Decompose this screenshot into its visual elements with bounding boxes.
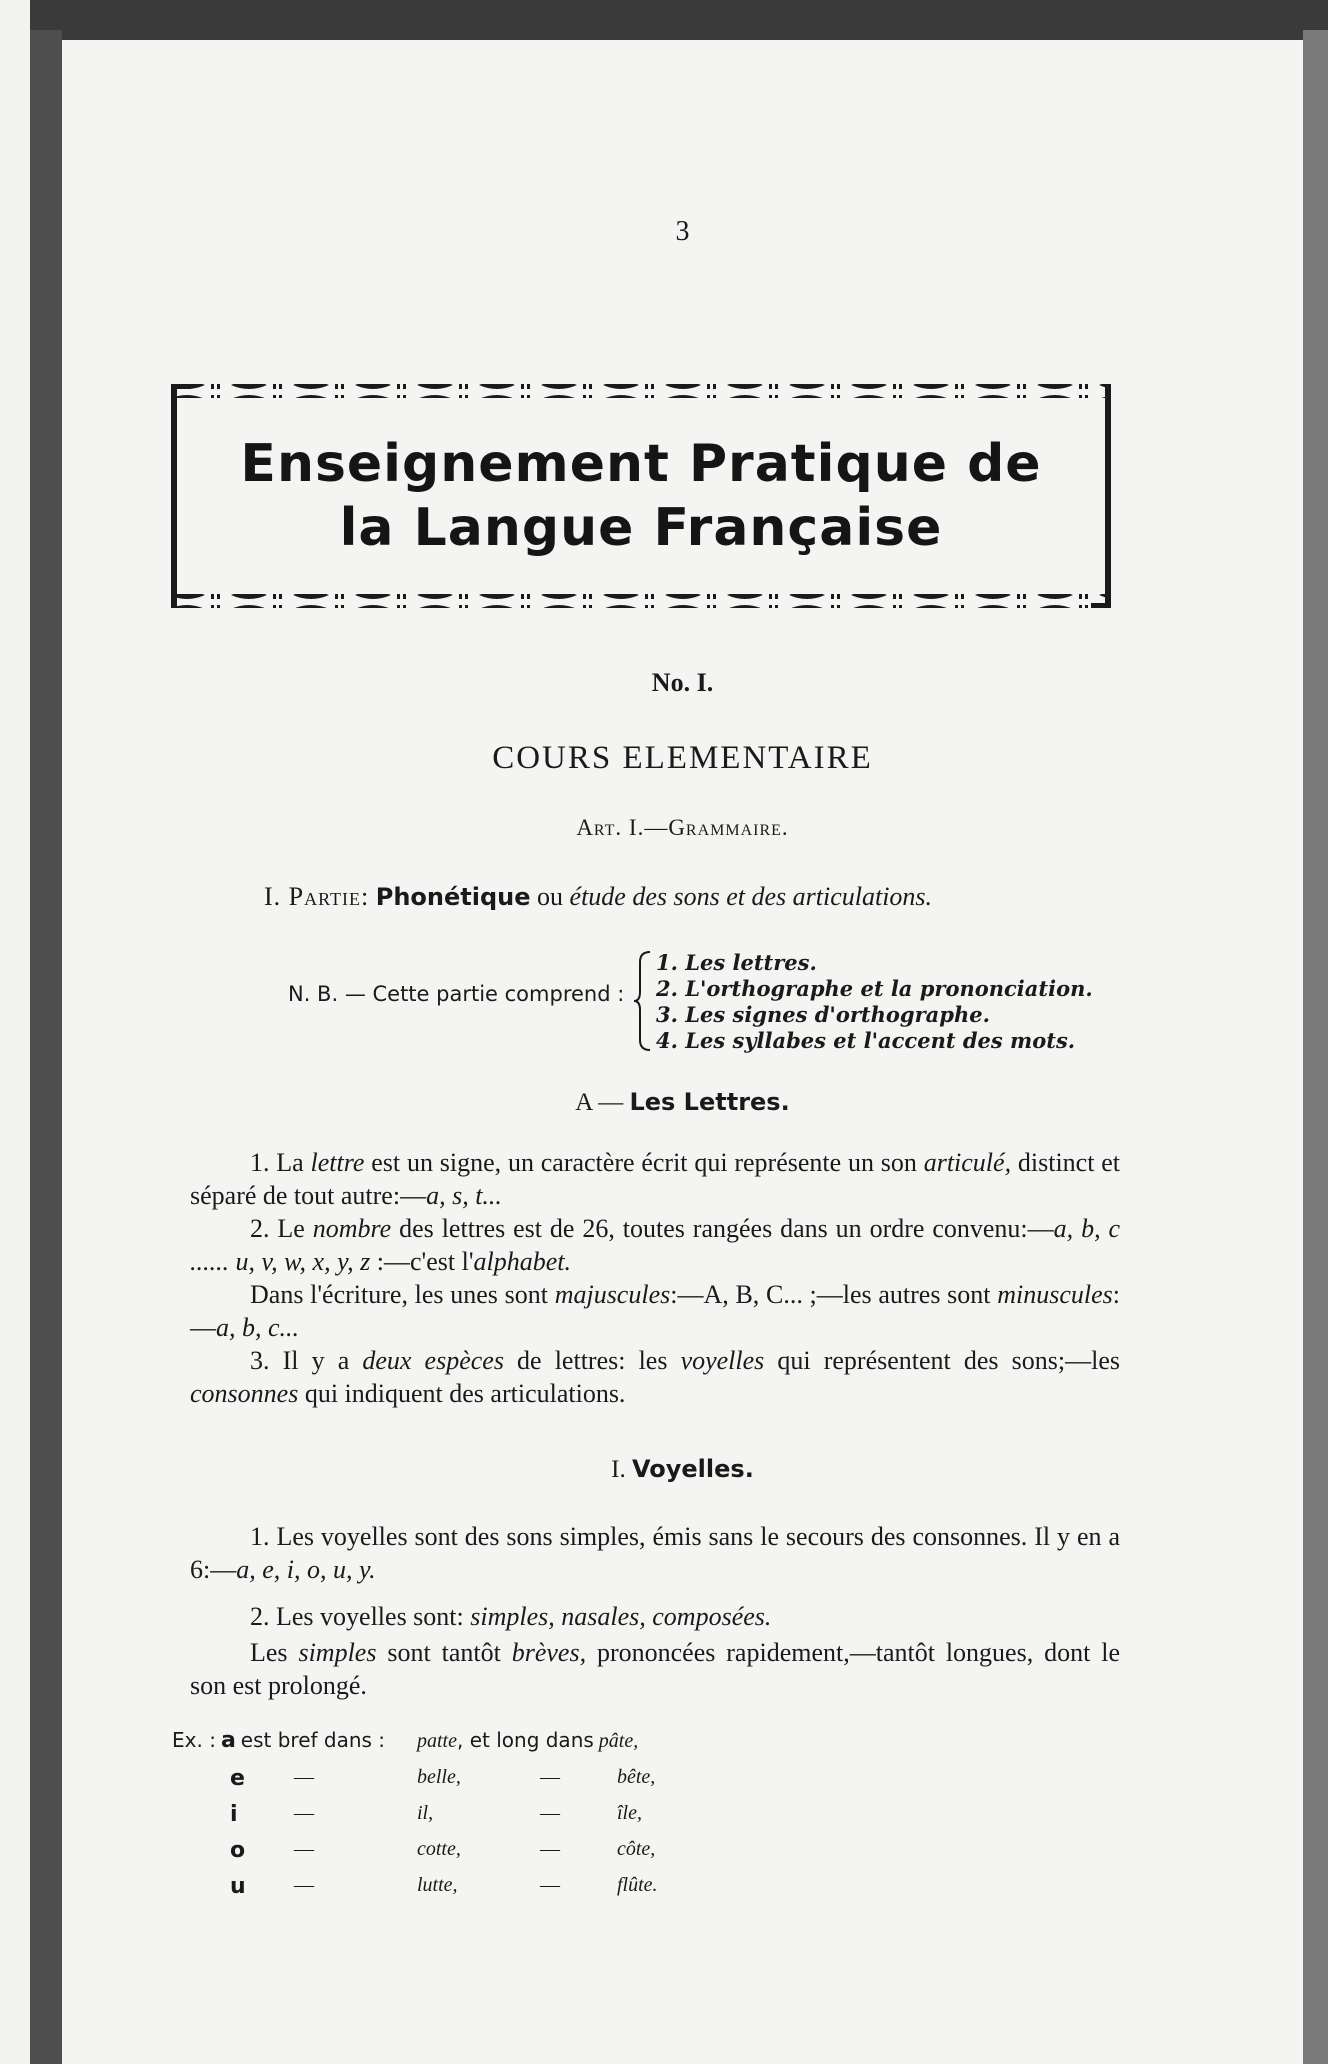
voyelles-heading — [62, 1455, 1303, 1484]
text: 1. La — [250, 1148, 311, 1177]
example-long-text: flûte. — [617, 1874, 658, 1896]
text: 2. Les voyelles sont: — [250, 1602, 471, 1631]
text: 3. Il y a — [250, 1346, 363, 1375]
text-italic: minuscules — [997, 1280, 1113, 1309]
text: Dans l'écriture, les unes sont — [250, 1280, 555, 1309]
course-heading: COURS ELEMENTAIRE — [492, 740, 873, 776]
example-long-label: , et long dans — [457, 1728, 594, 1752]
page-number: 3 — [675, 216, 690, 247]
example-long-text: côte, — [617, 1838, 656, 1860]
paragraph-especes — [190, 1344, 1120, 1410]
example-short-text: lutte, — [417, 1874, 458, 1896]
text-italic: a, e, i, o, u, y. — [236, 1555, 376, 1584]
paragraph-voyelles-1 — [190, 1520, 1120, 1586]
text-italic: a, s, t... — [426, 1181, 502, 1210]
text-italic: nombre — [312, 1214, 392, 1243]
example-short — [417, 1838, 461, 1861]
title-line-2: la Langue Française — [339, 498, 943, 558]
partie-italic: étude des sons et des articulations. — [569, 882, 933, 911]
example-dash: — — [294, 1874, 314, 1896]
example-row — [230, 1874, 246, 1899]
text: des lettres est de 26, toutes rangées dans un ordre convenu:— — [391, 1214, 1054, 1243]
example-dash: — — [540, 1874, 560, 1896]
text: distinct et séparé de tout autre:— — [190, 1148, 1121, 1210]
example-long-text: île, — [617, 1802, 642, 1824]
example-letter: a — [220, 1728, 236, 1753]
text-italic: lettre — [310, 1148, 365, 1177]
text: :— — [190, 1280, 1121, 1342]
article-heading: Art. I.—Grammaire. — [576, 815, 789, 840]
text-italic: consonnes — [190, 1379, 299, 1408]
example-row — [230, 1766, 245, 1791]
example-dash: — — [540, 1766, 560, 1788]
text: Les — [250, 1638, 299, 1667]
number-heading: No. I. — [651, 668, 714, 697]
text-italic: a, b, c ...... u, v, w, x, y, z — [190, 1214, 1121, 1276]
title-frame — [167, 378, 1115, 614]
paragraph-voyelles-3 — [190, 1636, 1120, 1702]
text: :—c'est l' — [370, 1247, 474, 1276]
nb-item: 2. L'orthographe et la prononciation. — [656, 976, 1093, 1001]
example-short-text: cotte, — [417, 1838, 461, 1860]
text-italic: a, b, c... — [216, 1313, 300, 1342]
partie-bold: Phonétique — [375, 883, 531, 911]
example-long: pâte, — [598, 1730, 639, 1752]
section-a-prefix: A — — [575, 1089, 624, 1116]
brace-icon — [632, 950, 654, 1052]
example-short: patte — [417, 1730, 457, 1752]
text: :—A, B, C... ;—les autres sont — [670, 1280, 998, 1309]
partie-line — [264, 882, 932, 912]
scan-binding-shadow — [30, 30, 62, 2064]
text-italic: voyelles — [680, 1346, 765, 1375]
example-dash: — — [540, 1838, 560, 1860]
partie-label: I. Partie: — [264, 882, 370, 911]
example-long — [617, 1766, 655, 1789]
scan-right-edge — [1303, 30, 1328, 2064]
paragraph-voyelles-2 — [190, 1600, 1120, 1633]
nb-item: 3. Les signes d'orthographe. — [656, 1002, 990, 1027]
text-italic: simples — [298, 1638, 377, 1667]
example-dash: — — [294, 1766, 314, 1788]
example-row — [417, 1728, 638, 1753]
book-page — [62, 40, 1303, 2064]
text: prononcées rapidement,—tantôt longues, dont le son est prolongé. — [190, 1638, 1121, 1700]
partie-mid: ou — [537, 882, 564, 911]
example-dash: — — [540, 1802, 560, 1824]
text-italic: brèves, — [511, 1638, 587, 1667]
nb-item: 1. Les lettres. — [656, 950, 817, 975]
section-a-title: Les Lettres. — [629, 1088, 790, 1116]
example-short-text: il, — [417, 1802, 434, 1824]
paragraph-lettre — [190, 1146, 1120, 1212]
example-letter: e — [230, 1766, 245, 1791]
example-letter: i — [230, 1802, 238, 1827]
example-row — [230, 1838, 245, 1863]
voyelles-title: Voyelles. — [632, 1455, 754, 1483]
example-letter: o — [230, 1838, 246, 1863]
text-italic: simples, nasales, composées. — [470, 1602, 772, 1631]
example-long — [617, 1802, 642, 1825]
example-letter: u — [230, 1874, 246, 1899]
paragraph-nombre — [190, 1212, 1120, 1278]
example-dash: — — [294, 1838, 314, 1860]
nb-label: N. B. — Cette partie comprend : — [288, 982, 625, 1006]
example-long — [617, 1874, 658, 1897]
example-row — [230, 1802, 238, 1827]
section-a-heading — [62, 1088, 1303, 1117]
example-short — [417, 1802, 433, 1825]
ornamental-border — [167, 378, 1115, 614]
voyelles-prefix: I. — [611, 1456, 626, 1483]
text: de lettres: les — [503, 1346, 681, 1375]
example-mid: est bref dans : — [240, 1728, 386, 1752]
text-italic: alphabet. — [473, 1247, 572, 1276]
text: qui indiquent des articulations. — [298, 1379, 626, 1408]
example-short — [417, 1874, 458, 1897]
text-italic: articulé, — [923, 1148, 1012, 1177]
paragraph-ecriture — [190, 1278, 1120, 1344]
example-row — [172, 1728, 385, 1753]
scan-left-margin — [0, 0, 30, 2064]
text-italic: deux espèces — [362, 1346, 504, 1375]
text-italic: majuscules — [554, 1280, 671, 1309]
text: sont tantôt — [376, 1638, 512, 1667]
text: qui représentent des sons;—les — [764, 1346, 1120, 1375]
example-dash: — — [294, 1802, 314, 1824]
nb-item: 4. Les syllabes et l'accent des mots. — [656, 1028, 1076, 1053]
example-long-text: bête, — [617, 1766, 656, 1788]
example-short-text: belle, — [417, 1766, 461, 1788]
example-long — [617, 1838, 655, 1861]
example-short — [417, 1766, 461, 1789]
example-label: Ex. : — [172, 1728, 216, 1752]
text: 1. Les voyelles sont des sons simples, émis sans le secours des consonnes. Il y en a 6:— — [190, 1522, 1120, 1584]
title-line-1: Enseignement Pratique de — [240, 434, 1042, 494]
text: est un signe, un caractère écrit qui représente un son — [364, 1148, 924, 1177]
text: 2. Le — [250, 1214, 313, 1243]
